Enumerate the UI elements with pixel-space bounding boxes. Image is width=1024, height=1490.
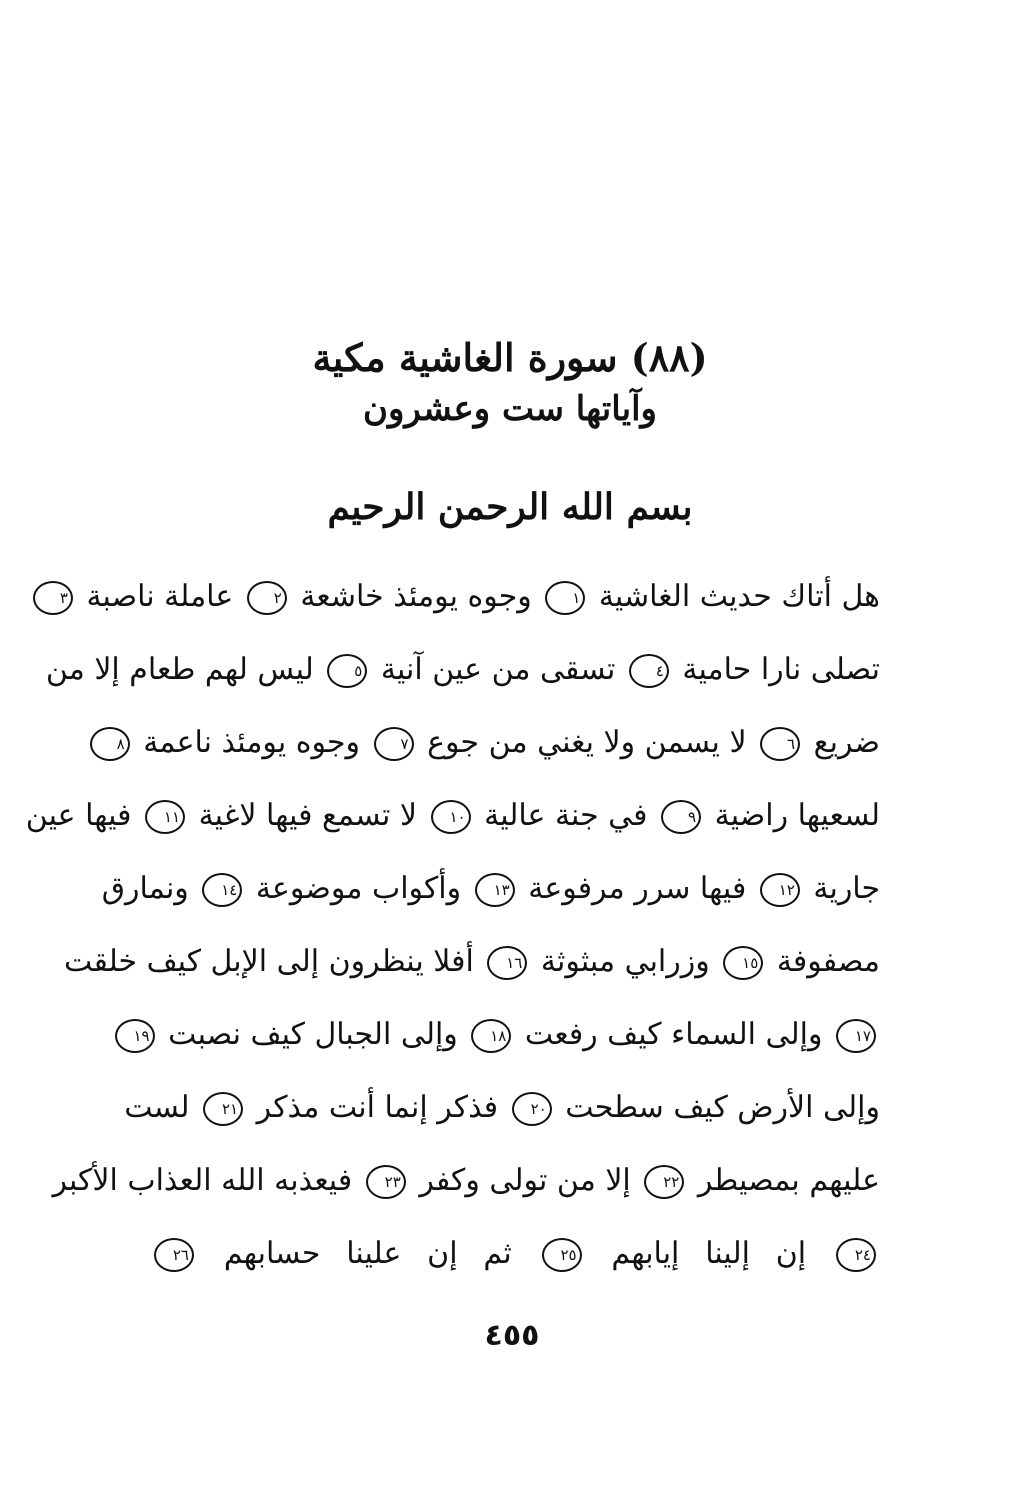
verse-text: إلا من تولى وكفر xyxy=(419,1163,631,1198)
verse-line xyxy=(101,852,880,925)
surah-verse-count: وآياتها ست وعشرون xyxy=(363,389,657,429)
verse-text: وزرابي مبثوثة xyxy=(540,944,710,979)
verse-text: عاملة ناصبة xyxy=(86,579,234,614)
verse-text: ليس لهم طعام إلا من xyxy=(45,652,314,687)
verse-text: لست xyxy=(124,1090,190,1125)
verse-text: إن إلينا إيابهم xyxy=(611,1236,807,1271)
verse-text: وإلى الجبال كيف نصبت xyxy=(168,1017,458,1052)
aya-number-marker: ٣ xyxy=(33,581,73,615)
verse-text: فيها سرر مرفوعة xyxy=(528,871,747,906)
verse-text: ضريع xyxy=(813,725,880,760)
verse-text: وأكواب موضوعة xyxy=(255,871,462,906)
verse-text: لا تسمع فيها لاغية xyxy=(198,798,418,833)
aya-number-marker: ١٧ xyxy=(836,1019,876,1053)
verses-block xyxy=(25,560,880,1290)
verse-text: أفلا ينظرون إلى الإبل كيف خلقت xyxy=(63,944,474,979)
verse-line xyxy=(124,1071,880,1144)
aya-number-marker: ١٣ xyxy=(475,873,515,907)
aya-number-marker: ١٦ xyxy=(487,946,527,980)
aya-number-marker: ٢٠ xyxy=(512,1092,552,1126)
verse-text: في جنة عالية xyxy=(484,798,648,833)
aya-number-marker: ٢٦ xyxy=(154,1238,194,1272)
aya-number-marker: ٨ xyxy=(90,727,130,761)
verse-text: ثم إن علينا حسابهم xyxy=(223,1236,512,1271)
aya-number-marker: ١٠ xyxy=(431,800,471,834)
aya-number-marker: ١٢ xyxy=(760,873,800,907)
verse-line xyxy=(52,1144,880,1217)
verse-text: تصلى نارا حامية xyxy=(682,652,880,687)
verse-text: تسقى من عين آنية xyxy=(380,652,616,687)
verse-text: وجوه يومئذ ناعمة xyxy=(143,725,361,760)
verse-text: وجوه يومئذ خاشعة xyxy=(300,579,532,614)
aya-number-marker: ٢١ xyxy=(203,1092,243,1126)
verse-line xyxy=(116,706,880,779)
aya-number-marker: ٦ xyxy=(760,727,800,761)
aya-number-marker: ٥ xyxy=(327,654,367,688)
verse-text: فيعذبه الله العذاب الأكبر xyxy=(52,1163,353,1198)
verse-text: فذكر إنما أنت مذكر xyxy=(256,1090,499,1125)
page-number: ٤٥٥ xyxy=(484,1318,540,1353)
verse-text: وإلى الأرض كيف سطحت xyxy=(565,1090,880,1125)
basmala: بسم الله الرحمن الرحيم xyxy=(327,486,693,528)
aya-number-marker: ١٤ xyxy=(202,873,242,907)
verse-text: عليهم بمصيطر xyxy=(697,1163,880,1198)
aya-number-marker: ٧ xyxy=(374,727,414,761)
verse-text: مصفوفة xyxy=(776,944,880,979)
aya-number-marker: ١١ xyxy=(145,800,185,834)
surah-title: (٨٨) سورة الغاشية مكية xyxy=(312,335,708,380)
aya-number-marker: ٢٥ xyxy=(542,1238,582,1272)
verse-text: هل أتاك حديث الغاشية xyxy=(598,579,880,614)
verse-text: لسعيها راضية xyxy=(714,798,880,833)
aya-number-marker: ٢٤ xyxy=(836,1238,876,1272)
aya-number-marker: ١٩ xyxy=(115,1019,155,1053)
aya-number-marker: ١ xyxy=(545,581,585,615)
verse-text: وإلى السماء كيف رفعت xyxy=(524,1017,823,1052)
aya-number-marker: ٢٣ xyxy=(366,1165,406,1199)
aya-number-marker: ٢٢ xyxy=(644,1165,684,1199)
aya-number-marker: ٢ xyxy=(247,581,287,615)
verse-line xyxy=(63,925,880,998)
aya-number-marker: ٩ xyxy=(661,800,701,834)
verse-line xyxy=(133,998,880,1071)
aya-number-marker: ١٥ xyxy=(723,946,763,980)
verse-line xyxy=(59,560,880,633)
aya-number-marker: ١٨ xyxy=(471,1019,511,1053)
verse-line xyxy=(150,1217,880,1290)
aya-number-marker: ٤ xyxy=(629,654,669,688)
verse-line xyxy=(25,779,880,852)
verse-line xyxy=(45,633,880,706)
verse-text: لا يسمن ولا يغني من جوع xyxy=(427,725,747,760)
verse-text: جارية xyxy=(813,871,880,906)
verse-text: ونمارق xyxy=(101,871,189,906)
verse-text: فيها عين xyxy=(25,798,132,833)
